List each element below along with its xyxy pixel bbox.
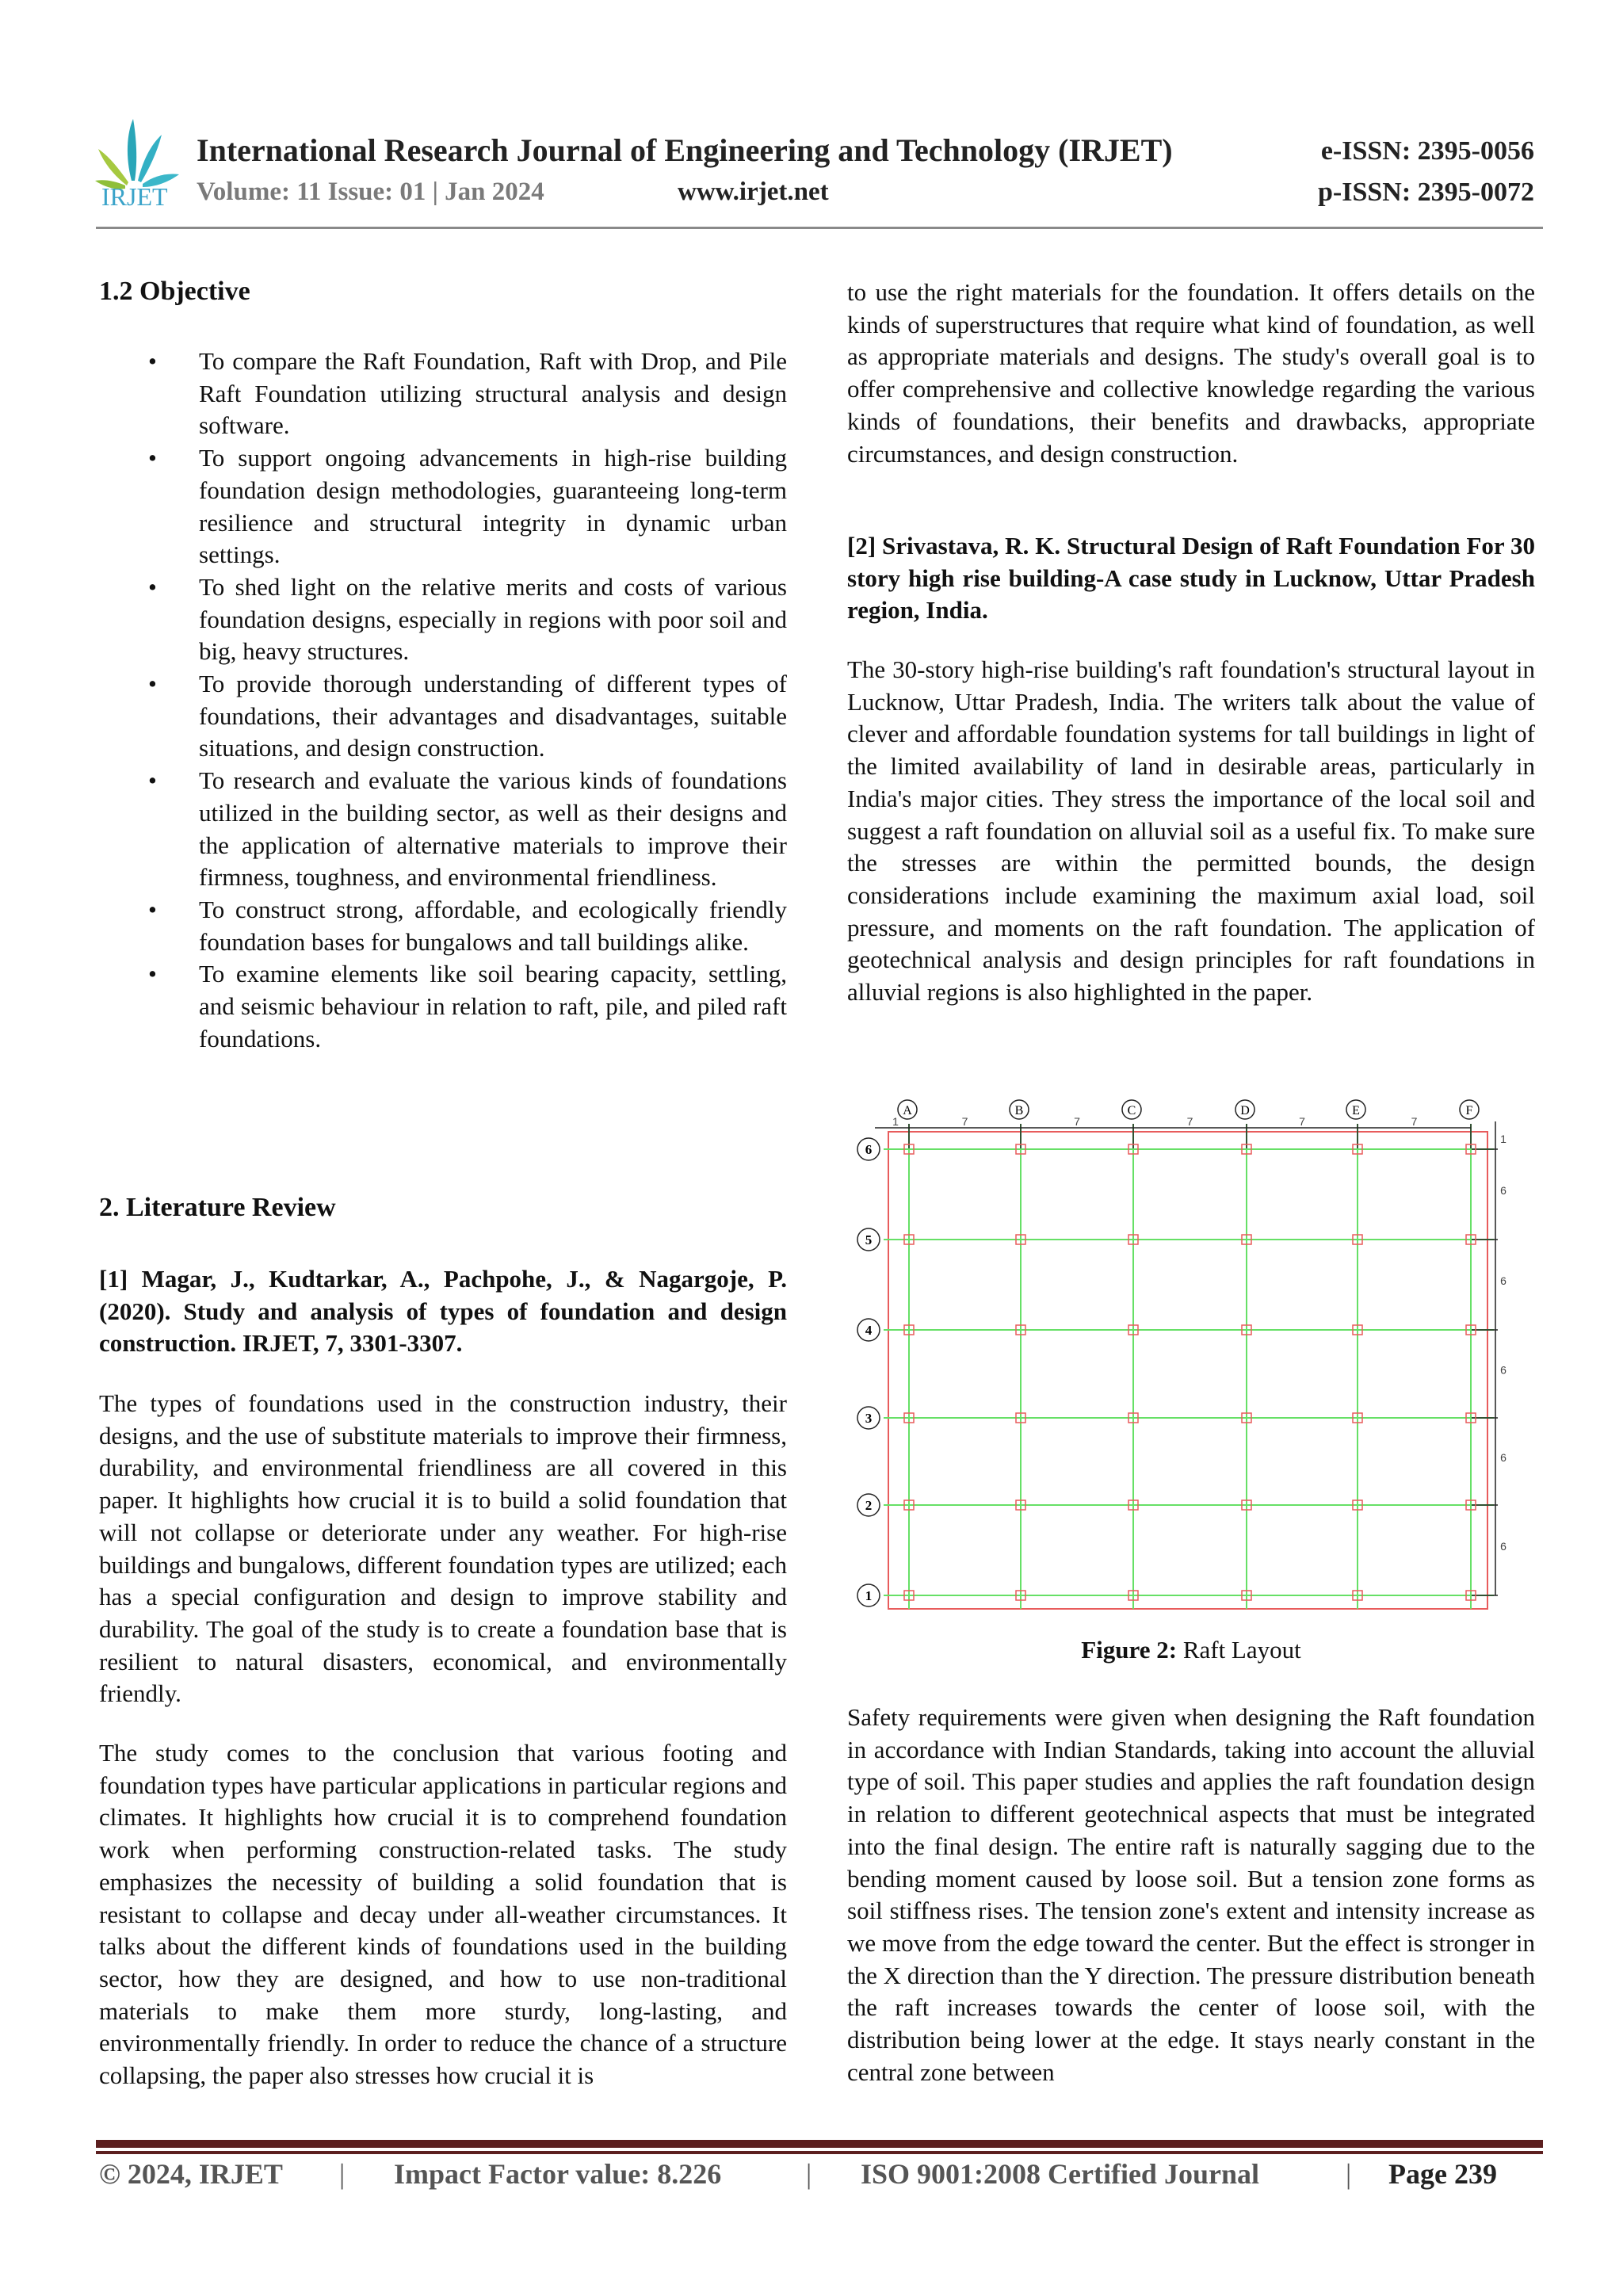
row-label: 2 [865,1498,873,1513]
row-label: 3 [865,1411,873,1426]
row-label: 6 [865,1142,873,1157]
dimension-text: 7 [1411,1115,1418,1128]
footer-separator: | [339,2158,346,2190]
raft-layout-figure [848,1090,1514,1629]
row-label: 1 [865,1588,873,1603]
objective-text: To examine elements like soil bearing capacity, settling, and seismic behaviour in relation to raft, pile, and piled raft foundations. [199,960,787,1052]
journal-title: International Research Journal of Engineering and Technology (IRJET) [197,132,1173,168]
footer-divider-thin [96,2151,1543,2154]
footer-iso: ISO 9001:2008 Certified Journal [861,2158,1259,2190]
objective-text: To research and evaluate the various kinds of foundations utilized in the building sector, as well as their designs and the application of alternative materials to improve their firmness, toughness, and environmental friendliness. [199,766,787,892]
figure-label: Figure 2: [1081,1636,1178,1664]
website-link[interactable]: www.irjet.net [678,178,829,206]
objective-text: To compare the Raft Foundation, Raft with Drop, and Pile Raft Foundation utilizing structural analysis and design software. [199,347,787,440]
dimension-text: 6 [1500,1363,1507,1377]
reference-2: [2] Srivastava, R. K. Structural Design of Raft Foundation For 30 story high rise building-A case study in Lucknow, Uttar Pradesh region, India. [847,532,1535,625]
bullet-icon: • [148,347,157,375]
objective-text: To provide thorough understanding of different types of foundations, their advantages and disadvantages, suitable situations, and design construction. [199,670,787,762]
figure-caption [847,1636,1535,1664]
logo-text: IRJET [101,182,168,211]
dimension-text: 7 [1186,1115,1193,1128]
bullet-icon: • [148,895,157,923]
paragraph: The 30-story high-rise building's raft foundation's structural layout in Lucknow, Uttar Pradesh, India. The writers talk about the value of clever and affordable foundation systems for tall buildings in light of the limited availability of land in desirable areas, particularly in India's major cities. They stress the importance of the local soil and suggest a raft foundation on alluvial soil as a useful fix. To make sure the stresses are within the permitted bounds, the design considerations include examining the maximum axial load, soil pressure, and moments on the raft foundation. The application of geotechnical analysis and design principles for raft foundations in alluvial regions is also highlighted in the paper. [847,655,1535,1007]
footer-copyright: © 2024, IRJET [99,2158,283,2190]
objective-text: To support ongoing advancements in high-rise building foundation design methodologies, guaranteeing long-term resilience and structural integrity in dynamic urban settings. [199,444,787,569]
objective-text: To construct strong, affordable, and ecologically friendly foundation bases for bungalows and tall buildings alike. [199,895,787,956]
objective-item [99,668,787,765]
column-label: B [1014,1104,1024,1117]
bullet-icon: • [148,444,157,472]
footer-separator: | [1346,2158,1352,2190]
objective-item [99,442,787,571]
volume-issue: Volume: 11 Issue: 01 | Jan 2024 [197,178,544,206]
reference-1: [1] Magar, J., Kudtarkar, A., Pachpohe, J., & Nagargoje, P. (2020). Study and analysis of types of foundation and design construction. IRJET, 7, 3301-3307. [99,1265,787,1358]
dimension-text: 6 [1500,1540,1507,1553]
column-label: D [1240,1104,1250,1117]
journal-logo [94,117,181,216]
figure-title: Raft Layout [1177,1636,1301,1664]
e-issn: e-ISSN: 2395-0056 [1320,136,1534,166]
p-issn: p-ISSN: 2395-0072 [1318,178,1534,207]
raft-outline [888,1132,1487,1609]
dimension-text: 7 [1299,1115,1305,1128]
footer-separator: | [806,2158,812,2190]
dimension-text: 1 [892,1115,899,1128]
column-label: F [1465,1104,1473,1117]
footer-divider [96,2140,1543,2148]
column-label: A [903,1104,912,1117]
paragraph: The types of foundations used in the construction industry, their designs, and the use of substitute materials to improve their firmness, durability, and environmental friendliness are all covered in this paper. It highlights how crucial it is to build a solid foundation that will not collapse or deteriorate under any weather. For high-rise buildings and bungalows, different foundation types are utilized; each has a special configuration and design to improve stability and durability. The goal of the study is to create a foundation base that is resilient to natural disasters, economical, and environmentally friendly. [99,1389,787,1708]
objective-item [99,894,787,958]
bullet-icon: • [148,766,157,795]
paragraph: to use the right materials for the foundation. It offers details on the kinds of superstructures that require what kind of foundation, as well as appropriate materials and designs. The study's overall goal is to offer comprehensive and collective knowledge regarding the various kinds of foundations, their benefits and drawbacks, appropriate circumstances, and design construction. [847,278,1535,468]
objective-heading: 1.2 Objective [99,277,250,306]
footer-page-number: Page 239 [1388,2158,1497,2190]
paragraph: Safety requirements were given when designing the Raft foundation in accordance with Indian Standards, taking into account the alluvial type of soil. This paper studies and applies the raft foundation design in relation to different geotechnical aspects that must be integrated into the final design. The entire raft is naturally sagging due to the bending moment caused by loose soil. But a tension zone forms as soil stiffness rises. The tension zone's extent and intensity increase as we move from the edge toward the center. But the effect is stronger in the X direction than the Y direction. The pressure distribution beneath the raft increases towards the center of loose soil, with the distribution being lower at the edge. It stays nearly constant in the central zone between [847,1703,1535,2086]
dimension-text: 1 [1500,1133,1507,1145]
dimension-text: 7 [961,1115,968,1128]
objective-list [99,346,787,1055]
paragraph: The study comes to the conclusion that various footing and foundation types have particular applications in particular regions and climates. It highlights how crucial it is to comprehend foundation work when performing construction-related tasks. The study emphasizes the necessity of building a solid foundation that is resistant to collapse and decay under all-weather circumstances. It talks about the different kinds of foundations used in the building sector, how they are designed, and how to use non-traditional materials to make them more sturdy, long-lasting, and environmentally friendly. In order to reduce the chance of a structure collapsing, the paper also stresses how crucial it is [99,1739,787,2090]
row-label: 5 [865,1232,873,1247]
header-divider [96,227,1543,229]
objective-item [99,958,787,1055]
objective-item [99,765,787,894]
bullet-icon: • [148,572,157,601]
dimension-text: 6 [1500,1274,1507,1287]
column-label: E [1352,1104,1360,1117]
literature-review-heading: 2. Literature Review [99,1193,336,1222]
bullet-icon: • [148,670,157,698]
objective-text: To shed light on the relative merits and costs of various foundation designs, especially in regions with poor soil and big, heavy structures. [199,572,787,666]
footer-impact-factor: Impact Factor value: 8.226 [394,2158,722,2190]
column-label: C [1127,1104,1136,1117]
objective-item [99,571,787,668]
dimension-text: 6 [1500,1184,1507,1197]
dimension-text: 6 [1500,1451,1507,1464]
bullet-icon: • [148,960,157,988]
objective-item [99,346,787,442]
row-label: 4 [865,1323,873,1338]
dimension-text: 7 [1074,1115,1080,1128]
